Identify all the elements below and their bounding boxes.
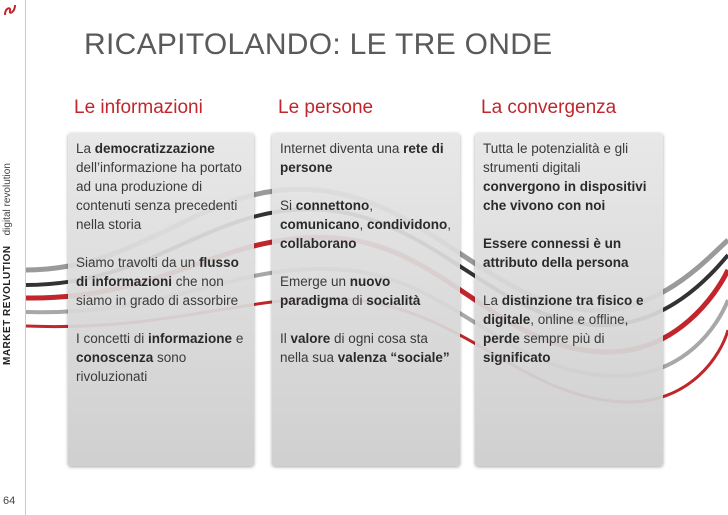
page-number: 64 <box>3 495 16 507</box>
panel-paragraph <box>280 329 452 367</box>
page-title: RICAPITOLANDO: LE TRE ONDE <box>84 28 553 61</box>
bold-text: significato <box>483 350 551 365</box>
text-run: Tutta le potenzialità e gli strumenti digitali <box>483 141 629 175</box>
bold-text: conoscenza <box>76 350 154 365</box>
panel-paragraph <box>280 272 452 310</box>
sidebar-brand <box>2 163 13 365</box>
text-run: sempre più di <box>519 331 605 346</box>
panel-paragraph <box>280 196 452 253</box>
column-heading-informazioni: Le informazioni <box>74 97 203 118</box>
text-run: di ogni cosa sta nella sua <box>280 331 428 365</box>
panel-persone <box>272 133 460 466</box>
column-heading-convergenza: La convergenza <box>481 97 617 118</box>
text-run: sono rivoluzionati <box>76 350 187 384</box>
bold-text: distinzione tra fisico e digitale <box>483 293 644 327</box>
bold-text: condividono <box>367 217 448 232</box>
text-run: di <box>348 293 367 308</box>
brand-title: MARKET REVOLUTION <box>2 245 13 365</box>
panel-paragraph <box>76 329 246 386</box>
bold-text: nuovo paradigma <box>280 274 391 308</box>
sidebar <box>0 0 26 515</box>
bold-text: convergono in dispositivi che vivono con noi <box>483 179 647 213</box>
text-run: La <box>76 141 95 156</box>
text-run: , <box>359 217 368 232</box>
brand-subtitle: digital revolution <box>2 163 13 236</box>
bold-text: rete di persone <box>280 141 444 175</box>
bold-text: valore <box>290 331 331 346</box>
text-run: Emerge un <box>280 274 350 289</box>
bold-text: comunicano <box>280 217 360 232</box>
text-run: che non siamo in grado di assorbire <box>76 274 239 308</box>
bold-text: perde <box>483 331 520 346</box>
text-run: Il <box>280 331 291 346</box>
bold-text: valenza “sociale” <box>337 350 450 365</box>
panel-informazioni <box>68 133 254 466</box>
panel-convergenza <box>475 133 663 466</box>
bold-text: socialità <box>366 293 421 308</box>
panel-paragraph <box>483 234 655 272</box>
panel-paragraph <box>76 139 246 234</box>
text-run: Si <box>280 198 296 213</box>
panel-paragraph <box>483 291 655 367</box>
text-run: e <box>232 331 244 346</box>
text-run: , online e offline, <box>530 312 629 327</box>
text-run: Siamo travolti da un <box>76 255 200 270</box>
text-run: Internet diventa una <box>280 141 404 156</box>
logo-mark-icon <box>2 2 18 18</box>
bold-text: Essere connessi è un attributo della persona <box>483 236 629 270</box>
bold-text: informazione <box>148 331 233 346</box>
text-run: La <box>483 293 502 308</box>
bold-text: democratizzazione <box>94 141 215 156</box>
panel-paragraph <box>280 139 452 177</box>
bold-text: flusso di informazioni <box>76 255 239 289</box>
text-run: , <box>447 217 452 232</box>
panel-paragraph <box>483 139 655 215</box>
bold-text: connettono <box>295 198 370 213</box>
text-run: I concetti di <box>76 331 149 346</box>
panel-paragraph <box>76 253 246 310</box>
column-heading-persone: Le persone <box>278 97 374 118</box>
text-run: , <box>369 198 374 213</box>
text-run: dell’informazione ha portato ad una produzione di contenuti senza precedenti nella storia <box>76 160 242 232</box>
bold-text: collaborano <box>280 236 357 251</box>
